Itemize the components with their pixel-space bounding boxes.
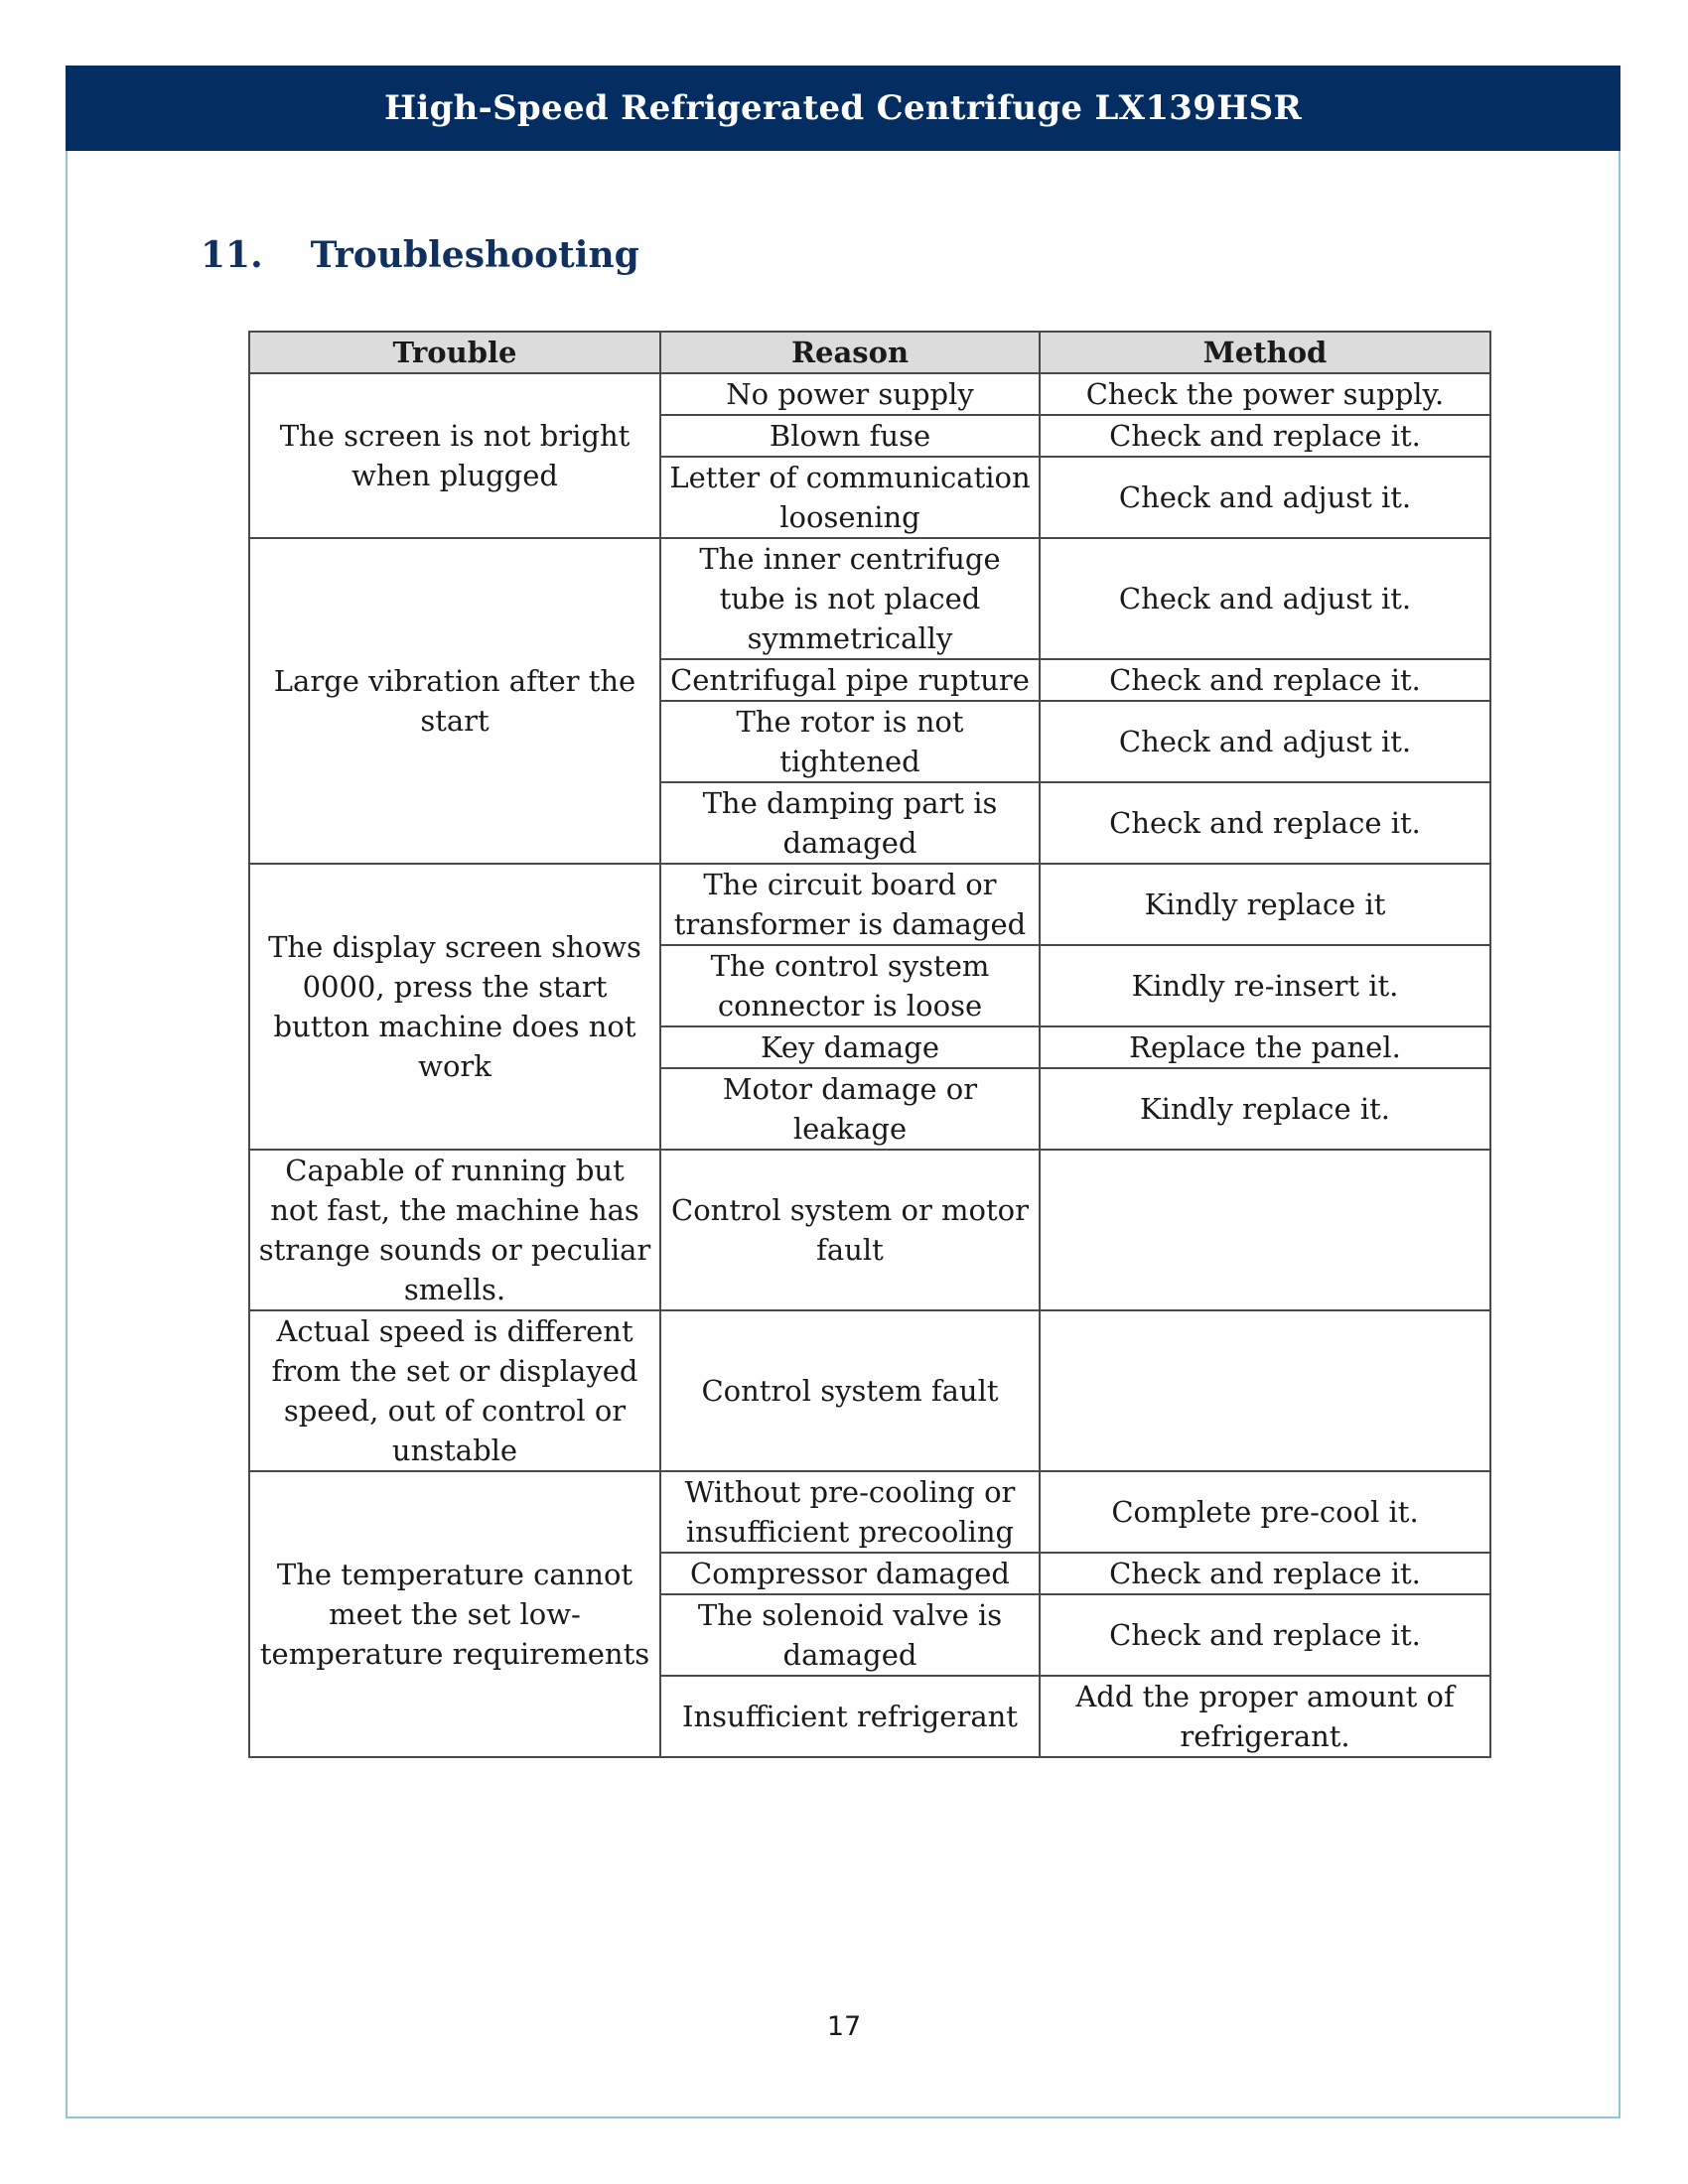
trouble-cell: The screen is not bright when plugged [249, 373, 660, 538]
reason-cell: The control system connector is loose [660, 945, 1040, 1026]
reason-cell: The solenoid valve is damaged [660, 1594, 1040, 1676]
reason-cell: Blown fuse [660, 415, 1040, 457]
method-cell: Check and replace it. [1040, 1553, 1490, 1594]
reason-cell: No power supply [660, 373, 1040, 415]
method-cell: Kindly re-insert it. [1040, 945, 1490, 1026]
method-cell: Kindly replace it. [1040, 1068, 1490, 1150]
reason-cell: Without pre-cooling or insufficient precooling [660, 1471, 1040, 1553]
reason-cell: Control system fault [660, 1310, 1040, 1471]
reason-cell: Compressor damaged [660, 1553, 1040, 1594]
trouble-cell: The temperature cannot meet the set low-temperature requirements [249, 1471, 660, 1757]
table-header-row [249, 332, 1490, 373]
reason-cell: The inner centrifuge tube is not placed symmetrically [660, 538, 1040, 659]
document-title: High-Speed Refrigerated Centrifuge LX139HSR [383, 88, 1303, 128]
method-cell: Kindly replace it [1040, 864, 1490, 945]
method-cell: Check and adjust it. [1040, 701, 1490, 782]
column-header-trouble: Trouble [249, 332, 660, 373]
column-header-method: Method [1040, 332, 1490, 373]
reason-cell: Key damage [660, 1026, 1040, 1068]
reason-cell: Motor damage or leakage [660, 1068, 1040, 1150]
reason-cell: The rotor is not tightened [660, 701, 1040, 782]
method-cell [1040, 1310, 1490, 1471]
method-cell: Check and adjust it. [1040, 457, 1490, 538]
page-number: 17 [826, 2011, 862, 2042]
section-heading [201, 234, 639, 276]
table-row [249, 373, 1490, 415]
method-cell [1040, 1150, 1490, 1310]
table-row [249, 538, 1490, 659]
troubleshooting-table [248, 331, 1491, 1758]
trouble-cell: Capable of running but not fast, the machine has strange sounds or peculiar smells. [249, 1150, 660, 1310]
method-cell: Check and replace it. [1040, 782, 1490, 864]
section-title: Troubleshooting [310, 234, 639, 276]
method-cell: Check and replace it. [1040, 415, 1490, 457]
trouble-cell: Actual speed is different from the set or displayed speed, out of control or unstable [249, 1310, 660, 1471]
document-header [66, 66, 1620, 151]
method-cell: Check and adjust it. [1040, 538, 1490, 659]
table-row [249, 1150, 1490, 1310]
trouble-cell: The display screen shows 0000, press the start button machine does not work [249, 864, 660, 1150]
reason-cell: The damping part is damaged [660, 782, 1040, 864]
method-cell: Add the proper amount of refrigerant. [1040, 1676, 1490, 1757]
reason-cell: Insufficient refrigerant [660, 1676, 1040, 1757]
method-cell: Check and replace it. [1040, 1594, 1490, 1676]
method-cell: Replace the panel. [1040, 1026, 1490, 1068]
section-number: 11. [201, 234, 263, 276]
method-cell: Check the power supply. [1040, 373, 1490, 415]
reason-cell: Control system or motor fault [660, 1150, 1040, 1310]
trouble-cell: Large vibration after the start [249, 538, 660, 864]
table-row [249, 1471, 1490, 1553]
reason-cell: Centrifugal pipe rupture [660, 659, 1040, 701]
column-header-reason: Reason [660, 332, 1040, 373]
reason-cell: Letter of communication loosening [660, 457, 1040, 538]
method-cell: Complete pre-cool it. [1040, 1471, 1490, 1553]
table-row [249, 864, 1490, 945]
method-cell: Check and replace it. [1040, 659, 1490, 701]
reason-cell: The circuit board or transformer is damaged [660, 864, 1040, 945]
table-row [249, 1310, 1490, 1471]
